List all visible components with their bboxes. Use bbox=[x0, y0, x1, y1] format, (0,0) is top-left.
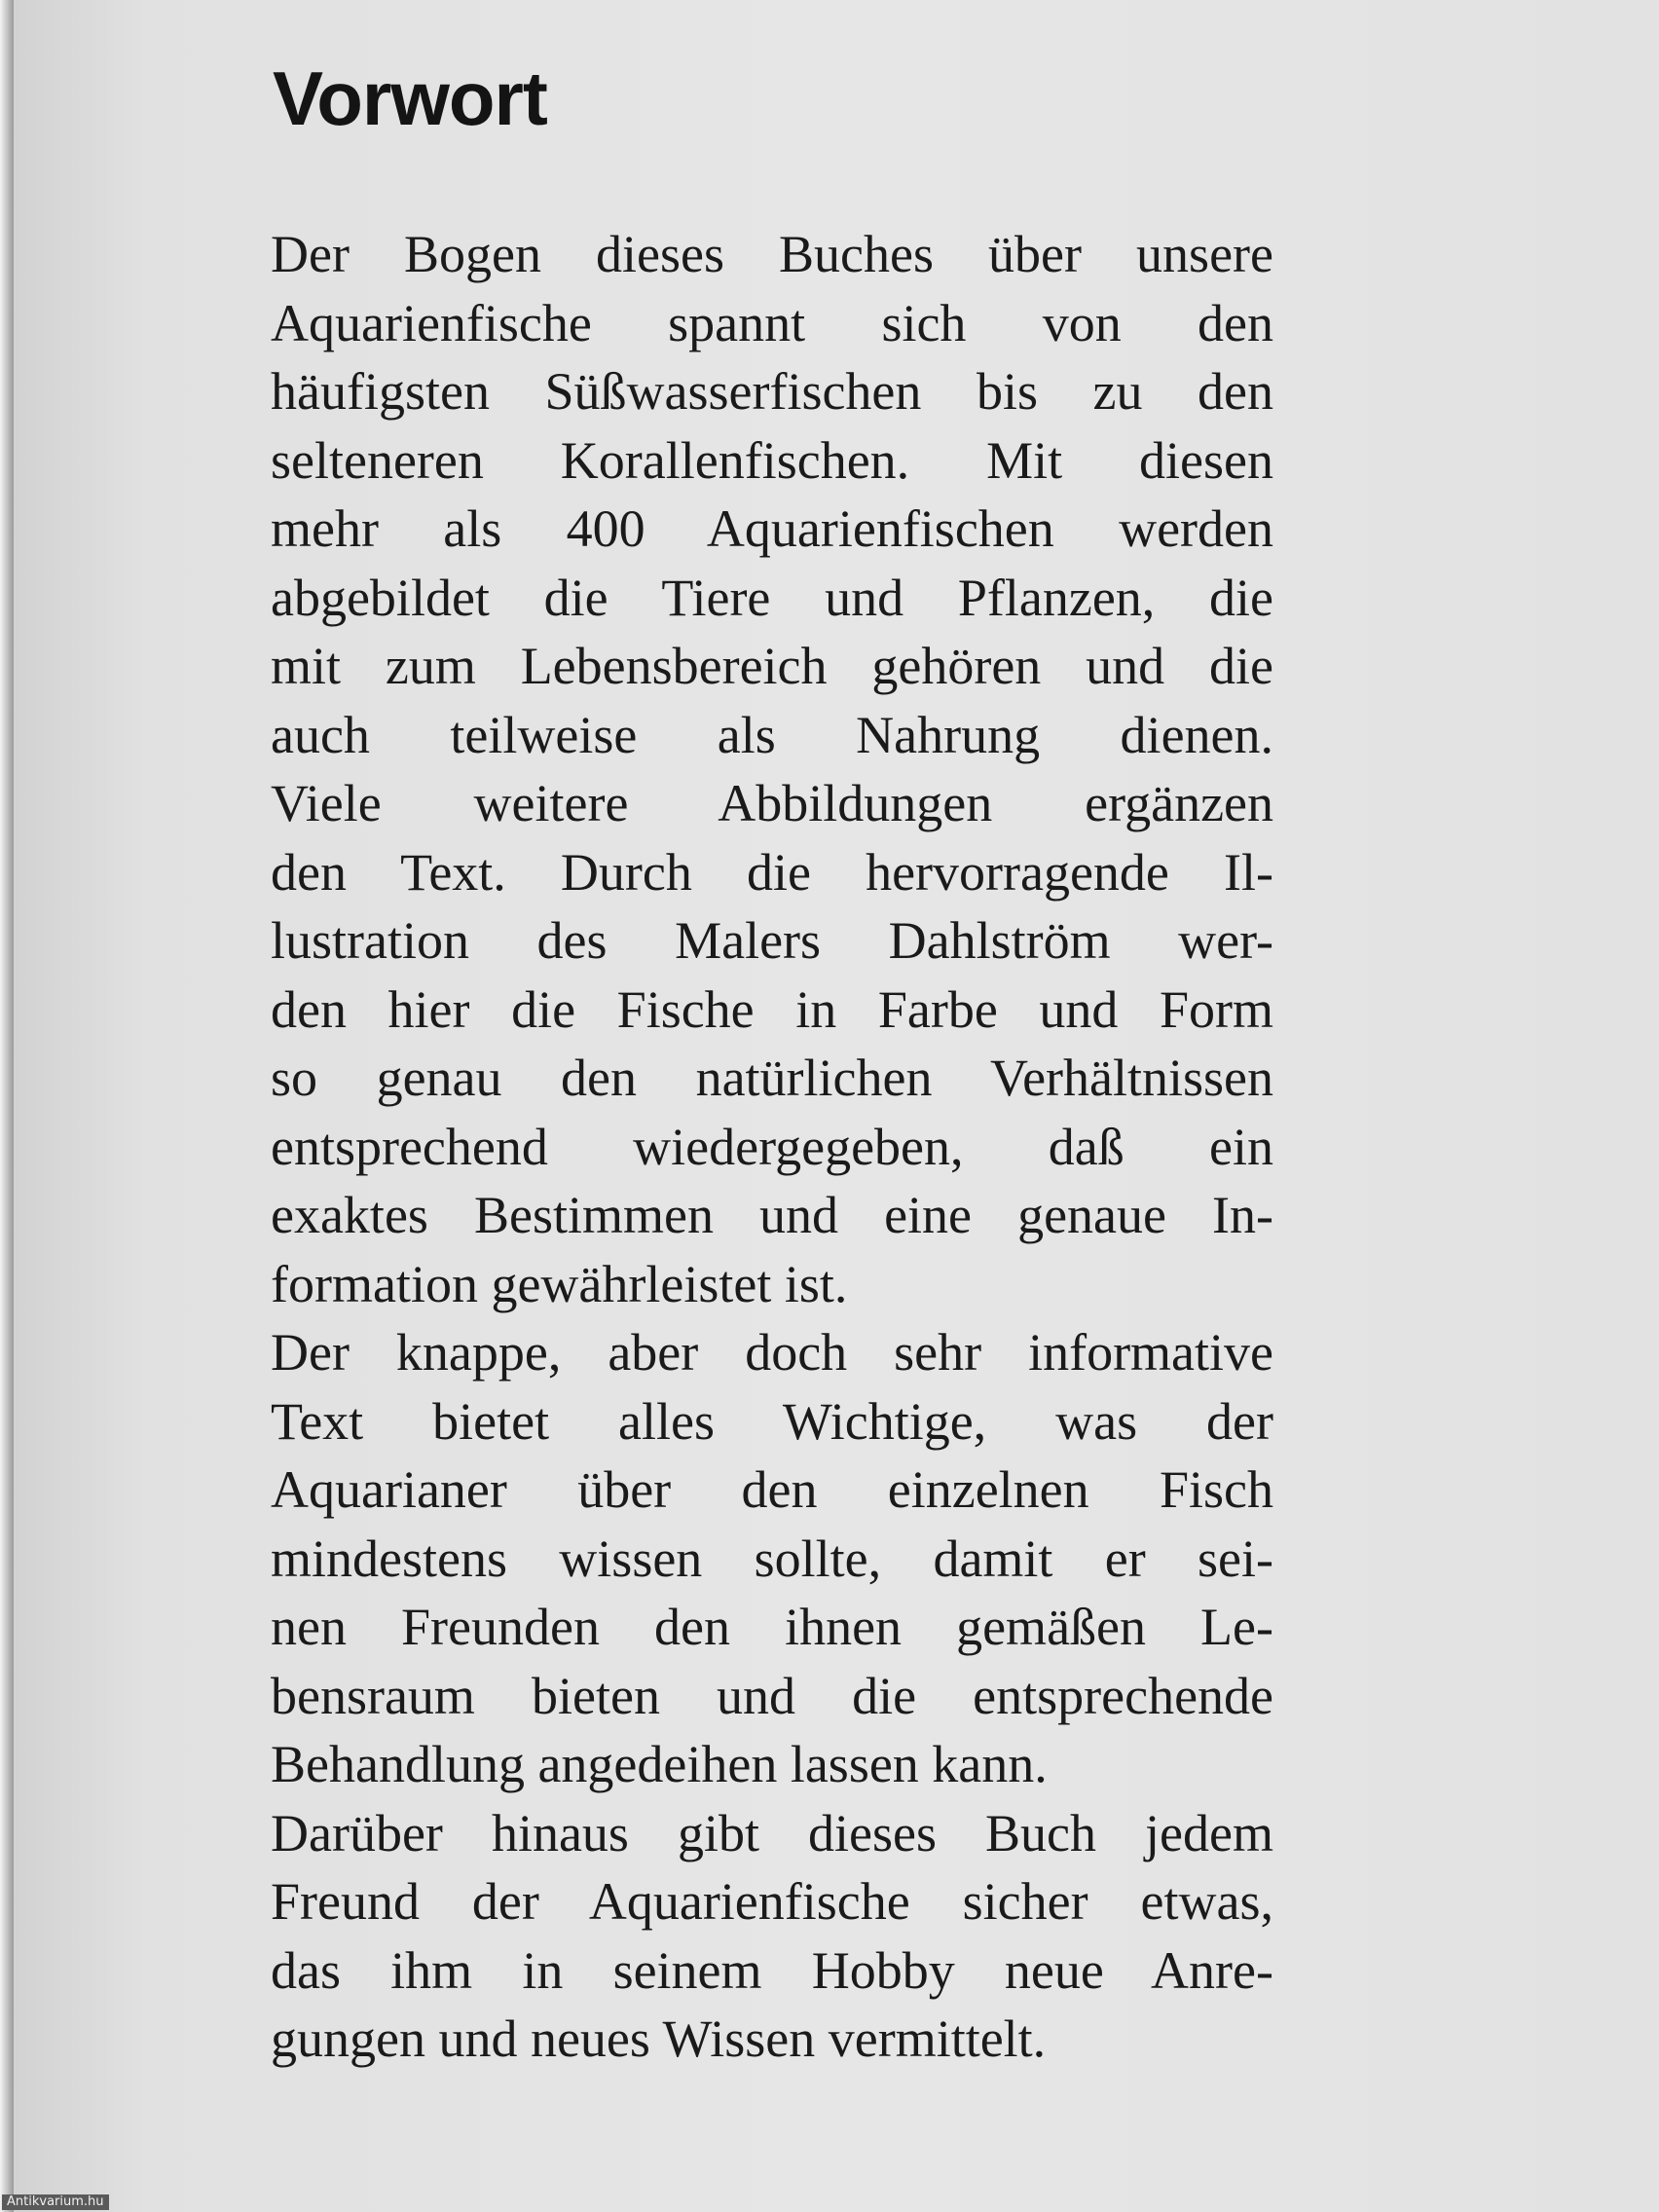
text-line: mindestens wissen sollte, damit er sei- bbox=[271, 1529, 1273, 1588]
text-line: Freund der Aquarienfische sicher etwas, bbox=[271, 1872, 1273, 1931]
text-line: Text bietet alles Wichtige, was der bbox=[271, 1391, 1273, 1451]
text-line: mit zum Lebensbereich gehören und die bbox=[271, 637, 1273, 695]
text-line: so genau den natürlichen Verhältnissen bbox=[271, 1049, 1273, 1107]
text-line: Behandlung angedeihen lassen kann. bbox=[271, 1735, 1048, 1793]
page-title: Vorwort bbox=[273, 55, 547, 141]
text-line: entsprechend wiedergegeben, daß ein bbox=[271, 1117, 1273, 1176]
text-line: Viele weitere Abbildungen ergänzen bbox=[271, 774, 1273, 832]
text-line: Aquarienfische spannt sich von den bbox=[271, 293, 1273, 352]
text-line: abgebildet die Tiere und Pflanzen, die bbox=[271, 568, 1273, 627]
text-line: auch teilweise als Nahrung dienen. bbox=[271, 705, 1273, 764]
text-line: lustration des Malers Dahlström wer- bbox=[271, 911, 1273, 970]
text-line: bensraum bieten und die entsprechende bbox=[271, 1666, 1273, 1725]
text-line: das ihm in seinem Hobby neue Anre- bbox=[271, 1940, 1273, 2000]
text-line: nen Freunden den ihnen gemäßen Le- bbox=[271, 1598, 1273, 1656]
text-line: selteneren Korallenfischen. Mit diesen bbox=[271, 430, 1273, 490]
text-line: den Text. Durch die hervorragende Il- bbox=[271, 842, 1273, 902]
text-line: Der knappe, aber doch sehr informative bbox=[271, 1323, 1273, 1382]
page-edge bbox=[0, 0, 14, 2212]
text-line: Aquarianer über den einzelnen Fisch bbox=[271, 1460, 1273, 1519]
text-line: mehr als 400 Aquarienfischen werden bbox=[271, 499, 1273, 558]
text-line: exaktes Bestimmen und eine genaue In- bbox=[271, 1186, 1273, 1244]
text-line: häufigsten Süßwasserfischen bis zu den bbox=[271, 362, 1273, 421]
text-line: Der Bogen dieses Buches über unsere bbox=[271, 225, 1273, 283]
text-line: Darüber hinaus gibt dieses Buch jedem bbox=[271, 1803, 1273, 1862]
book-page bbox=[14, 0, 1659, 2212]
text-line: den hier die Fische in Farbe und Form bbox=[271, 979, 1273, 1039]
text-line: formation gewährleistet ist. bbox=[271, 1254, 848, 1313]
watermark: Antikvarium.hu bbox=[2, 2194, 109, 2210]
foreword-text bbox=[271, 220, 1273, 2074]
text-line: gungen und neues Wissen vermittelt. bbox=[271, 2009, 1047, 2068]
